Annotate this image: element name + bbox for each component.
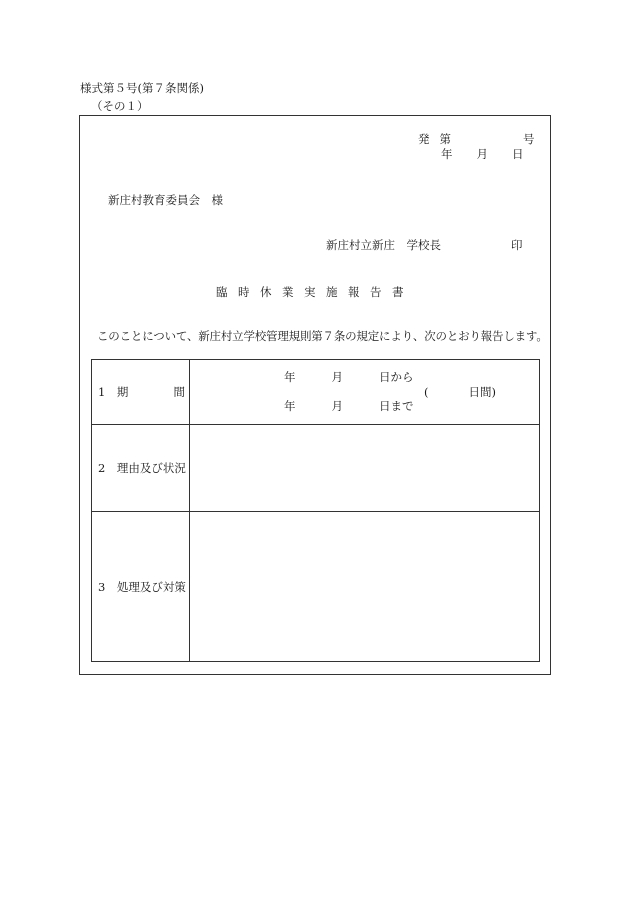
measures-label: 処理及び対策 bbox=[116, 579, 186, 594]
reason-label: 理由及び状況 bbox=[116, 461, 186, 475]
table-row-reason bbox=[92, 425, 540, 512]
table-row-measures bbox=[92, 512, 540, 662]
sender: 新庄村立新庄 学校長 bbox=[326, 238, 441, 252]
period-days-line bbox=[424, 387, 496, 399]
title-char: 業 bbox=[282, 285, 294, 299]
month-char: 月 bbox=[476, 147, 488, 161]
from-day: 日から bbox=[379, 370, 414, 384]
reason-value-cell[interactable] bbox=[190, 425, 540, 512]
period-label-char-b: 間 bbox=[173, 385, 185, 399]
to-day: 日まで bbox=[379, 399, 414, 413]
title-char: 施 bbox=[326, 285, 338, 299]
form-number-label: 様式第５号(第７条関係) bbox=[80, 81, 204, 95]
date-line bbox=[441, 149, 524, 161]
title-char: 書 bbox=[392, 285, 404, 299]
seal-mark: 印 bbox=[511, 238, 523, 252]
days-open-paren: ( bbox=[424, 385, 429, 399]
document-title bbox=[216, 287, 414, 299]
document-number-line bbox=[418, 134, 535, 146]
period-label-left bbox=[98, 384, 128, 400]
table-row-period bbox=[92, 360, 540, 425]
row-number: 2 bbox=[98, 461, 106, 475]
number-char: 第 bbox=[439, 132, 451, 146]
title-char: 臨 bbox=[216, 285, 228, 299]
intro-sentence: このことについて、新庄村立学校管理規則第７条の規定により、次のとおり報告します。 bbox=[97, 329, 548, 343]
title-char: 時 bbox=[238, 285, 250, 299]
reason-label-cell bbox=[92, 425, 190, 512]
to-year: 年 bbox=[284, 399, 296, 413]
report-table bbox=[91, 359, 540, 662]
year-char: 年 bbox=[441, 147, 453, 161]
days-label: 日間) bbox=[468, 385, 496, 399]
row-number: 3 bbox=[98, 579, 106, 594]
measures-value-cell[interactable] bbox=[190, 512, 540, 662]
title-char: 休 bbox=[260, 285, 272, 299]
title-char: 実 bbox=[304, 285, 316, 299]
period-label-cell bbox=[92, 360, 190, 425]
form-subnumber-label: （その１） bbox=[91, 99, 149, 113]
period-value-cell[interactable] bbox=[190, 360, 540, 425]
to-month: 月 bbox=[331, 399, 343, 413]
from-month: 月 bbox=[331, 370, 343, 384]
period-from-line bbox=[284, 372, 414, 384]
from-year: 年 bbox=[284, 370, 296, 384]
addressee: 新庄村教育委員会 様 bbox=[108, 193, 223, 207]
row-number: 1 bbox=[98, 385, 106, 399]
go-char: 号 bbox=[523, 132, 535, 146]
period-to-line bbox=[284, 401, 414, 413]
day-char: 日 bbox=[512, 147, 524, 161]
issue-char: 発 bbox=[418, 132, 430, 146]
period-label-char-a: 期 bbox=[116, 385, 129, 399]
title-char: 報 bbox=[348, 285, 360, 299]
title-char: 告 bbox=[370, 285, 382, 299]
measures-label-cell bbox=[92, 512, 190, 662]
